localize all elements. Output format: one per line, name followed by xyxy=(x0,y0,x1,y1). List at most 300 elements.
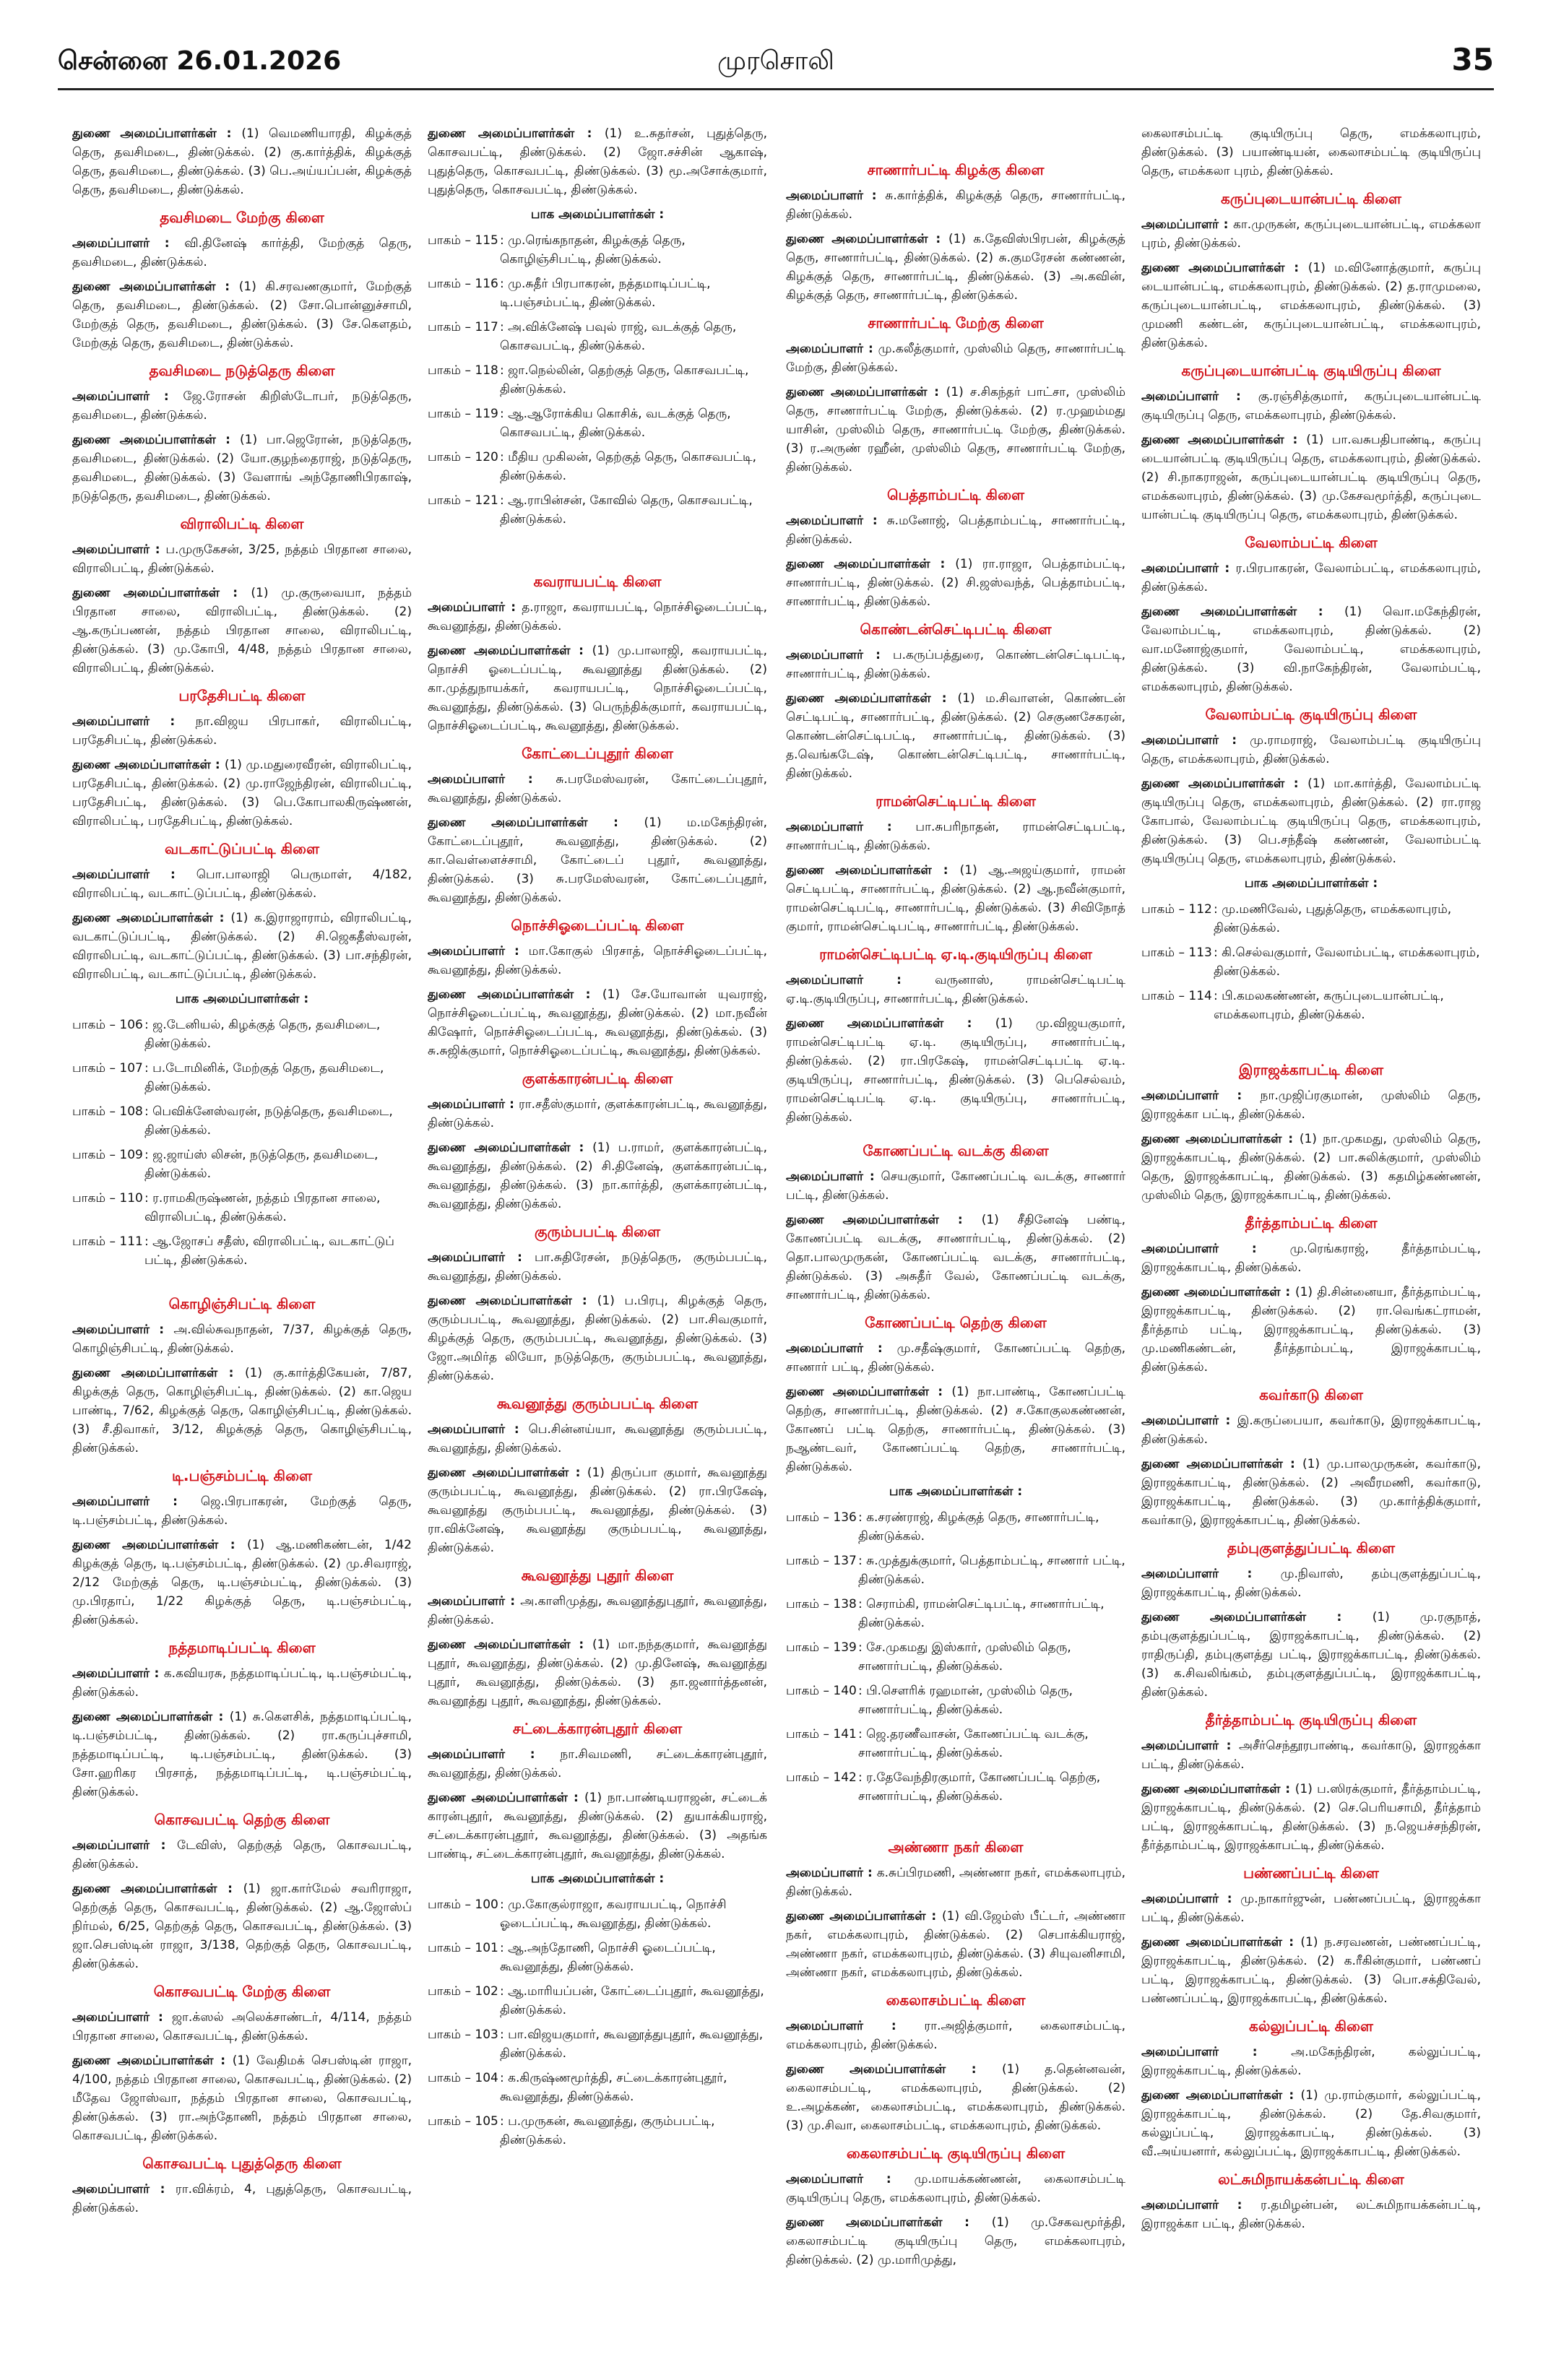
entry-label: துணை அமைப்பாளர்கள் : xyxy=(1141,605,1345,619)
entry-text: சு.மனோஜ், பெத்தாம்பட்டி, சாணார்பட்டி, திண்டுக்கல். xyxy=(786,514,1125,547)
entry-text: (1) நா.பாண்டியராஜன், சட்டைக் காரன்புதூர், கூவனூத்து, திண்டுக்கல். (2) துயாக்கியராஜ், சட்டைக்காரன்புதூர், கூவனூத்து, திண்டுக்கல். (3) அதங்க பாண்டி, சட்டைக்காரன்புதூர், கூவனூத்து, திண்டுக்கல். xyxy=(428,1791,767,1861)
entry-label: அமைப்பாளர் : xyxy=(428,1747,561,1762)
entry-text: வருனாஸ், ராமன்செட்டிபட்டி ஏ.டி.குடியிருப்பு, சாணார்பட்டி, திண்டுக்கல். xyxy=(786,973,1125,1006)
entry xyxy=(72,2051,412,2145)
booth-row xyxy=(1141,987,1481,1024)
entry xyxy=(72,2180,412,2217)
entry xyxy=(786,689,1125,783)
booth-text: : மீதிய முகிலன், தெற்குத் தெரு, கொசவபட்டி, திண்டுக்கல். xyxy=(500,450,756,483)
entry-label: துணை அமைப்பாளர்கள் : xyxy=(1141,261,1308,275)
entry-label: அமைப்பாளர் : xyxy=(1141,1739,1239,1753)
booth-number: பாகம் – 117 xyxy=(428,320,498,334)
entry-label: அமைப்பாளர் : xyxy=(1141,1892,1241,1906)
entry-text: (1) நா.பாண்டி, கோணப்பட்டி தெற்கு, சாணார்பட்டி, திண்டுக்கல். (2) ச.கோகுலகண்ணன், கோணப் பட்டி தெற்கு, சாணார்பட்டி, திண்டுக்கல். (3) நஆண்டவர், கோணப்பட்டி தெற்கு, சாணார்பட்டி, திண்டுக்கல். xyxy=(786,1385,1125,1474)
booth-text: : க.கிருஷ்ணமூர்த்தி, சட்டைக்காரன்புதூர், கூவனூத்து, திண்டுக்கல். xyxy=(500,2071,727,2104)
booth-number: பாகம் – 137 xyxy=(786,1554,857,1568)
entry-label: துணை அமைப்பாளர்கள் : xyxy=(428,1466,587,1480)
entry-label: துணை அமைப்பாளர்கள் : xyxy=(72,586,251,600)
entry-text: (1) வொ.மகேந்திரன், வேலாம்பட்டி, எமக்கலாபுரம், திண்டுக்கல். (2) வா.மனோஜ்குமார், வேலாம்பட்டி, எமக்கலாபுரம், திண்டுக்கல். (3) வி.நாகேந்திரன், வேலாம்பட்டி, எமக்கலாபுரம், திண்டுக்கல். xyxy=(1141,605,1481,694)
entry-label: துணை அமைப்பாளர்கள் : xyxy=(72,911,231,925)
entry-label: துணை அமைப்பாளர்கள் : xyxy=(786,1016,995,1031)
entry-label: அமைப்பாளர் : xyxy=(1141,217,1234,232)
booth-text: : கி.செல்வகுமார், வேலாம்பட்டி, எமக்கலாபுரம், திண்டுக்கல். xyxy=(1214,945,1480,979)
entry-text: (1) க.தேவிஸ்பிரபன், கிழக்குத் தெரு, சாணார்பட்டி, திண்டுக்கல். (2) சு.குமரேசன் கண்ணன், கிழக்குத் தெரு, சாணார்பட்டி, திண்டுக்கல். (3) அ.கவின், கிழக்குத் தெரு, சாணார்பட்டி, திண்டுக்கல். xyxy=(786,232,1125,303)
section-title: தம்புகுளத்துப்பட்டி கிளை xyxy=(1227,1539,1395,1557)
entry xyxy=(1141,124,1481,181)
entry-text: மா.கோகுல் பிரசாத், நொச்சிஓடைப்பட்டி, கூவனூத்து, திண்டுக்கல். xyxy=(428,944,767,977)
booth-number: பாகம் – 113 xyxy=(1141,945,1212,960)
entry-text: (1) ரா.ராஜா, பெத்தாம்பட்டி, சாணார்பட்டி, திண்டுக்கல். (2) சி.ஜஸ்வந்த், பெத்தாம்பட்டி, சாணார்பட்டி, திண்டுக்கல். xyxy=(786,557,1125,609)
entry-text: கு.ரஞ்சித்குமார், கருப்புடையான்பட்டி குடியிருப்பு தெரு, எமக்கலாபுரம், திண்டுக்கல். xyxy=(1141,389,1481,423)
booth-row xyxy=(786,1552,1125,1589)
booth-row xyxy=(786,1508,1125,1546)
entry-label: அமைப்பாளர் : xyxy=(1141,1242,1290,1256)
booth-row xyxy=(786,1638,1125,1676)
entry-text: டேவிஸ், தெற்குத் தெரு, கொசவபட்டி, திண்டுக்கல். xyxy=(72,1838,412,1871)
entry-text: (1) கி.சரவணகுமார், மேற்குத் தெரு, தவசிமடை, திண்டுக்கல். (2) சோ.பொன்னுச்சாமி, மேற்குத் தெரு, தவசிமடை, திண்டுக்கல். (3) சே.கௌதம், மேற்குத் தெரு, தவசிமடை, திண்டுக்கல். xyxy=(72,280,412,350)
entry xyxy=(786,1167,1125,1205)
section-title: விராலிபட்டி கிளை xyxy=(180,515,304,532)
entry-label: அமைப்பாளர் : xyxy=(1141,389,1258,404)
section-title: ராமன்செட்டிபட்டி கிளை xyxy=(876,792,1036,810)
section-title: லட்சுமிநாயக்கன்பட்டி கிளை xyxy=(1218,2171,1404,2188)
booth-number: பாகம் – 121 xyxy=(428,493,498,508)
entry xyxy=(72,540,412,578)
entry xyxy=(72,234,412,272)
entry-text: க.சுப்பிரமணி, அண்ணா நகர், எமக்கலாபுரம், திண்டுக்கல். xyxy=(786,1866,1125,1899)
booth-text: : பா.விஜயகுமார், கூவனூத்துபுதூர், கூவனூத்து, திண்டுக்கல். xyxy=(500,2028,764,2061)
entry xyxy=(72,1320,412,1358)
booth-number: பாகம் – 118 xyxy=(428,363,498,378)
entry-text: (1) மா.கார்த்தி, வேலாம்பட்டி குடியிருப்பு தெரு, எமக்கலாபுரம், திண்டுக்கல். (2) ரா.ராஜ கோபால், வேலாம்பட்டி குடியிருப்பு தெரு, எமக்கலாபுரம், திண்டுக்கல். (3) பெ.சந்தீஷ் கண்ணன், வேலாம்பட்டி குடியிருப்பு தெரு, எமக்கலாபுரம், திண்டுக்கல். xyxy=(1141,776,1481,866)
entry-label: அமைப்பாளர் : xyxy=(786,2019,925,2033)
booth-row xyxy=(428,491,767,529)
entry-label: அமைப்பாளர் : xyxy=(428,1594,521,1609)
section-title: தவசிமடை மேற்கு கிளை xyxy=(160,209,324,226)
entry-label: அமைப்பாளர் : xyxy=(72,1323,174,1337)
entry-text: (1) திருப்பா குமார், கூவனூத்து குரும்பபட்டி, கூவனூத்து, திண்டுக்கல். (2) ரா.பிரகேஷ், கூவனூத்து குரும்பபட்டி, கூவனூத்து, திண்டுக்கல். (3) ரா.விக்னேஷ், கூவனூத்து குரும்பபட்டி, கூவனூத்து, திண்டுக்கல். xyxy=(428,1466,767,1555)
entry-text: (1) வி.ஜேம்ஸ் பீட்டர், அண்ணா நகர், எமக்கலாபுரம், திண்டுக்கல். (2) செபாக்கியராஜ், அண்ணா நகர், எமக்கலாபுரம், திண்டுக்கல். (3) சியுவனிசாமி, அண்ணா நகர், எமக்கலாபுரம், திண்டுக்கல். xyxy=(786,1909,1125,1980)
booth-row xyxy=(428,448,767,485)
entry-label: துணை அமைப்பாளர்கள் : xyxy=(1141,1610,1373,1624)
entry xyxy=(72,387,412,425)
entry-text: ப.கருப்பத்துரை, கொண்டன்செட்டிபட்டி, சாணார்பட்டி, திண்டுக்கல். xyxy=(786,648,1125,681)
entry xyxy=(1141,1890,1481,1927)
booth-text: : மு.ரெங்கநாதன், கிழக்குத் தெரு, கொழிஞ்சிபட்டி, திண்டுக்கல். xyxy=(500,233,686,267)
entry-text: (1) ச.சிகந்தர் பாட்சா, முஸ்லிம் தெரு, சாணார்பட்டி மேற்கு, திண்டுக்கல். (2) ர.முஹம்மது யாசின், முஸ்லிம் தெரு, சாணார்பட்டி மேற்கு, திண்டுக்கல். (3) ர.அருண் ரஹீன், முஸ்லிம் தெரு, சாணார்பட்டி மேற்கு, திண்டுக்கல். xyxy=(786,385,1125,475)
entry xyxy=(428,1420,767,1458)
booth-row xyxy=(428,2025,767,2063)
entry-label: அமைப்பாளர் : xyxy=(786,2172,915,2186)
section-title: வடகாட்டுப்பட்டி கிளை xyxy=(165,840,319,857)
entry-label: துணை அமைப்பாளர்கள் : xyxy=(1141,433,1307,447)
booth-row xyxy=(428,2112,767,2150)
entry xyxy=(72,584,412,678)
entry xyxy=(72,1708,412,1801)
booth-text: : ஆ.அந்தோணி, நொச்சி ஓடைப்பட்டி, கூவனூத்து, திண்டுக்கல். xyxy=(500,1941,716,1974)
section-title: கவர்காடு கிளை xyxy=(1259,1386,1363,1403)
entry-text: அ.மகேந்திரன், கல்லுப்பட்டி, இராஜக்காபட்டி, திண்டுக்கல். xyxy=(1141,2045,1481,2078)
booth-row xyxy=(428,404,767,442)
entry-label: துணை அமைப்பாளர்கள் : xyxy=(428,644,592,658)
entry-text: (1) ப.ராமர், குளக்காரன்பட்டி, கூவனூத்து, திண்டுக்கல். (2) சி.தினேஷ், குளக்காரன்பட்டி, கூவனூத்து, திண்டுக்கல். (3) நா.கார்த்தி, குளக்காரன்பட்டி, கூவனூத்து, திண்டுக்கல். xyxy=(428,1141,767,1211)
booth-number: பாகம் – 105 xyxy=(428,2114,498,2129)
column-1 xyxy=(72,124,412,2367)
entry xyxy=(1141,602,1481,696)
booth-text: : அ.விக்னேஷ் பவுல் ராஜ், வடக்குத் தெரு, கொசவபட்டி, திண்டுக்கல். xyxy=(500,320,737,353)
entry-text: பொ.பாலாஜி பெருமாள், 4/182, விராலிபட்டி, வடகாட்டுப்பட்டி, திண்டுக்கல். xyxy=(72,867,412,901)
entry xyxy=(1141,215,1481,253)
entry-text: (1) ஆ.அஜய்குமார், ராமன் செட்டிபட்டி, சாணார்பட்டி, திண்டுக்கல். (2) ஆ.நவீன்குமார், ராமன்செட்டிபட்டி, சாணார்பட்டி, திண்டுக்கல். (3) சிவிநோத் குமார், ராமன்செட்டிபட்டி, சாணார்பட்டி, திண்டுக்கல். xyxy=(786,863,1125,934)
booth-number: பாகம் – 114 xyxy=(1141,989,1212,1003)
section-title: கூவனூத்து புதூர் கிளை xyxy=(521,1567,674,1584)
entry xyxy=(72,124,412,199)
entry xyxy=(786,1339,1125,1377)
entry-label: துணை அமைப்பாளர்கள் : xyxy=(1141,2088,1301,2103)
booth-row xyxy=(72,1016,412,1053)
entry-label: அமைப்பாளர் : xyxy=(72,2010,172,2025)
entry-text: (1) வெமணியாரதி, கிழக்குத் தெரு, தவசிமடை, திண்டுக்கல். (2) கு.கார்த்திக், கிழக்குத் தெரு, தவசிமடை, திண்டுக்கல். (3) பெ.அய்யப்பன், கிழக்குத் தெரு, தவசிமடை, திண்டுக்கல். xyxy=(72,126,412,197)
entry-label: துணை அமைப்பாளர்கள் : xyxy=(1141,776,1308,791)
entry-text: பெ.சின்னய்யா, கூவனூத்து குரும்பபட்டி, கூவனூத்து, திண்டுக்கல். xyxy=(428,1422,767,1455)
section-title: கொசவபட்டி மேற்கு கிளை xyxy=(153,1983,331,2000)
entry xyxy=(1141,1130,1481,1205)
entry xyxy=(428,124,767,199)
entry xyxy=(786,2170,1125,2207)
entry xyxy=(786,818,1125,855)
entry-label: அமைப்பாளர் : xyxy=(72,867,196,882)
entry-label: துணை அமைப்பாளர்கள் : xyxy=(72,2054,233,2068)
entry xyxy=(428,598,767,636)
entry xyxy=(72,1664,412,1702)
entry-text: மு.ராமராஜ், வேலாம்பட்டி குடியிருப்பு தெரு, எமக்கலாபுரம், திண்டுக்கல். xyxy=(1141,733,1481,766)
entry xyxy=(428,1635,767,1710)
entry xyxy=(428,1745,767,1783)
entry xyxy=(72,2008,412,2046)
entry-label: அமைப்பாளர் : xyxy=(786,514,887,528)
entry-label: துணை அமைப்பாளர்கள் : xyxy=(786,1909,943,1924)
entry-label: அமைப்பாளர் : xyxy=(72,1838,178,1853)
page-header xyxy=(58,40,1494,84)
entry-label: அமைப்பாளர் : xyxy=(428,944,529,959)
entry xyxy=(786,230,1125,305)
entry xyxy=(786,1864,1125,1901)
entry-text: (1) ந.சரவணன், பண்ணப்பட்டி, இராஜக்காபட்டி, திண்டுக்கல். (2) க.ரீகின்குமார், பண்ணப் பட்டி, இராஜக்காபட்டி, திண்டுக்கல். (3) பொ.சக்திவேல், பண்ணப்பட்டி, இராஜக்காபட்டி, திண்டுக்கல். xyxy=(1141,1935,1481,2006)
entry-text: ரா.விக்ரம், 4, புதுத்தெரு, கொசவபட்டி, திண்டுக்கல். xyxy=(72,2182,412,2215)
booth-text: : ஜ.டேனியல், கிழக்குத் தெரு, தவசிமடை, திண்டுக்கல். xyxy=(144,1018,381,1051)
entry xyxy=(786,186,1125,224)
section-title: பரதேசிபட்டி கிளை xyxy=(178,687,306,704)
entry-text: (1) ப.பிரபு, கிழக்குத் தெரு, குரும்பபட்டி, கூவனூத்து, திண்டுக்கல். (2) பா.சிவகுமார், கிழக்குத் தெரு, குரும்பபட்டி, கூவனூத்து, திண்டுக்கல். (3) ஜோ.அமிர்த லியோ, நடுத்தெரு, குரும்பபட்டி, கூவனூத்து, திண்டுக்கல். xyxy=(428,1294,767,1383)
entry xyxy=(72,865,412,903)
entry-label: துணை அமைப்பாளர்கள் : xyxy=(428,815,644,830)
section-title: ராமன்செட்டிபட்டி ஏ.டி.குடியிருப்பு கிளை xyxy=(819,945,1092,963)
section-title: கோணப்பட்டி வடக்கு கிளை xyxy=(863,1142,1049,1159)
section-title: கோணப்பட்டி தெற்கு கிளை xyxy=(865,1314,1047,1331)
entry-label: அமைப்பாளர் : xyxy=(786,648,893,662)
entry xyxy=(428,813,767,907)
entry-label: துணை அமைப்பாளர்கள் : xyxy=(428,1294,597,1308)
entry-text: (1) வேதிமக் செபஸ்டின் ராஜா, 4/100, நத்தம் பிரதான சாலை, கொசவபட்டி, திண்டுக்கல். (2) மீதேவ ஜோஸ்வா, நத்தம் பிரதான சாலை, கொசவபட்டி, திண்டுக்கல். (3) ரா.அந்தோணி, நத்தம் பிரதான சாலை, கொசவபட்டி, திண்டுக்கல். xyxy=(72,2054,412,2143)
entry xyxy=(1141,1565,1481,1602)
page-number: 35 xyxy=(1451,42,1494,77)
entry-text: ரா.சதீஸ்குமார், குளக்காரன்பட்டி, கூவனூத்து, திண்டுக்கல். xyxy=(428,1097,767,1130)
entry-label: துணை அமைப்பாளர்கள் : xyxy=(1141,1457,1302,1471)
entry-label: துணை அமைப்பாளர்கள் : xyxy=(786,385,946,399)
booth-row xyxy=(72,1059,412,1096)
entry xyxy=(72,1492,412,1530)
booth-text: : ப.டோமினிக், மேற்குத் தெரு, தவசிமடை, திண்டுக்கல். xyxy=(144,1061,384,1094)
entry-text: ப.முருகேசன், 3/25, நத்தம் பிரதான சாலை, விராலிபட்டி, திண்டுக்கல். xyxy=(72,542,412,576)
entry-label: அமைப்பாளர் : xyxy=(72,1494,201,1509)
entry xyxy=(428,1291,767,1385)
entry xyxy=(72,712,412,750)
entry-label: துணை அமைப்பாளர்கள் : xyxy=(1141,1782,1295,1796)
entry xyxy=(428,1463,767,1557)
section-title: கொண்டன்செட்டிபட்டி கிளை xyxy=(860,620,1052,638)
entry xyxy=(1141,1608,1481,1702)
entry-text: நா.முஜிப்ரகுமான், முஸ்லிம் தெரு, இராஜக்கா பட்டி, திண்டுக்கல். xyxy=(1141,1089,1481,1122)
section-title: தீர்த்தாம்பட்டி குடியிருப்பு கிளை xyxy=(1205,1711,1417,1728)
booth-number: பாகம் – 106 xyxy=(72,1018,143,1032)
entry-label: அமைப்பாளர் : xyxy=(428,1422,529,1437)
booth-row xyxy=(72,1146,412,1183)
entry xyxy=(428,1095,767,1133)
booth-text: : பி.சௌரிக் ரஹமான், முஸ்லிம் தெரு, சாணார்பட்டி, திண்டுக்கல். xyxy=(858,1684,1073,1717)
entry-text: கைலாசம்பட்டி குடியிருப்பு தெரு, எமக்கலாபுரம், திண்டுக்கல். (3) பயாண்டியன், கைலாசம்பட்டி குடியிருப்பு தெரு, எமக்கலா புரம், திண்டுக்கல். xyxy=(1141,126,1481,178)
section-title: கைலாசம்பட்டி கிளை xyxy=(886,1991,1026,2009)
entry-text: நா.சிவமணி, சட்டைக்காரன்புதூர், கூவனூத்து, திண்டுக்கல். xyxy=(428,1747,767,1780)
entry xyxy=(1141,259,1481,352)
entry-label: அமைப்பாளர் : xyxy=(786,1866,877,1880)
booth-text: : ர.தேவேந்திரகுமார், கோணப்பட்டி தெற்கு, சாணார்பட்டி, திண்டுக்கல். xyxy=(858,1770,1101,1804)
entry-text: சு.கார்த்திக், கிழக்குத் தெரு, சாணார்பட்டி, திண்டுக்கல். xyxy=(786,189,1125,222)
section-title: டி.பஞ்சம்பட்டி கிளை xyxy=(171,1467,313,1484)
entry-label: அமைப்பாளர் : xyxy=(1141,1567,1281,1581)
entry xyxy=(1141,2086,1481,2161)
entry xyxy=(72,1364,412,1458)
entry-text: மு.நாகார்ஜுன், பண்ணப்பட்டி, இராஜக்கா பட்டி, திண்டுக்கல். xyxy=(1141,1892,1481,1925)
entry-label: துணை அமைப்பாளர்கள் : xyxy=(786,1213,982,1227)
section-title: நொச்சிஓடைப்பட்டி கிளை xyxy=(511,917,684,934)
entry-label: துணை அமைப்பாளர்கள் : xyxy=(72,126,242,141)
section-title: நத்தமாடிப்பட்டி கிளை xyxy=(168,1639,316,1656)
entry-label: துணை அமைப்பாளர்கள் : xyxy=(786,1385,952,1399)
booth-text: : ஜா.நெல்லின், தெற்குத் தெரு, கொசவபட்டி, திண்டுக்கல். xyxy=(500,363,749,397)
booth-number: பாகம் – 142 xyxy=(786,1770,857,1785)
entry-text: பா.சுபரிநாதன், ராமன்செட்டிபட்டி, சாணார்பட்டி, திண்டுக்கல். xyxy=(786,820,1125,853)
booth-number: பாகம் – 138 xyxy=(786,1597,857,1611)
entry-text: கா.முருகன், கருப்புடையான்பட்டி, எமக்கலா புரம், திண்டுக்கல். xyxy=(1141,217,1481,251)
entry-label: அமைப்பாளர் : xyxy=(1141,1089,1261,1103)
entry xyxy=(1141,2196,1481,2233)
entry xyxy=(1141,1086,1481,1124)
entry-label: துணை அமைப்பாளர்கள் : xyxy=(72,1366,245,1380)
booth-row xyxy=(428,2069,767,2106)
entry xyxy=(72,430,412,506)
booth-text: : ஜெ.தரணீவாசன், கோணப்பட்டி வடக்கு, சாணார்பட்டி, திண்டுக்கல். xyxy=(858,1727,1089,1760)
issue-date: சென்னை 26.01.2026 xyxy=(58,46,342,76)
entry xyxy=(428,942,767,979)
entry-label: அமைப்பாளர் : xyxy=(786,342,878,356)
entry-label: அமைப்பாளர் : xyxy=(72,2182,176,2197)
entry-text: (1) கு.கார்த்திகேயன், 7/87, கிழக்குத் தெரு, கொழிஞ்சிபட்டி, திண்டுக்கல். (2) கா.ஜெய பாண்டி, 7/62, கிழக்குத் தெரு, கொழிஞ்சிபட்டி, திண்டுக்கல். (3) சீ.திவாகர், 3/12, கிழக்குத் தெரு, கொழிஞ்சிபட்டி, திண்டுக்கல். xyxy=(72,1366,412,1455)
booth-row xyxy=(72,1189,412,1226)
entry-text: (1) பா.ஜெரோன், நடுத்தெரு, தவசிமடை, திண்டுக்கல். (2) யோ.குழந்தைராஜ், நடுத்தெரு, தவசிமடை, திண்டுக்கல். (3) வேளாங் அந்தோணிபிரகாஷ், நடுத்தெரு, தவசிமடை, திண்டுக்கல். xyxy=(72,433,412,503)
section-title: சாணார்பட்டி கிழக்கு கிளை xyxy=(867,161,1045,178)
entry-text: (1) த.தென்னவன், கைலாசம்பட்டி, எமக்கலாபுரம், திண்டுக்கல். (2) உ.அழக்கண், கைலாசம்பட்டி, எமக்கலாபுரம், திண்டுக்கல். (3) மு.சிவா, கைலாசம்பட்டி, எமக்கலாபுரம், திண்டுக்கல். xyxy=(786,2062,1125,2133)
booth-row xyxy=(428,1895,767,1933)
entry xyxy=(1141,2043,1481,2080)
booth-heading: பாக அமைப்பாளர்கள் : xyxy=(530,207,665,222)
booth-text: : மு.சுதீர் பிரபாகரன், நத்தமாடிப்பட்டி, டி.பஞ்சம்பட்டி, திண்டுக்கல். xyxy=(500,277,711,310)
entry-label: துணை அமைப்பாளர்கள் : xyxy=(786,2062,1003,2077)
entry-label: அமைப்பாளர் : xyxy=(428,772,556,787)
entry-text: (1) ம.மகேந்திரன், கோட்டைப்புதூர், கூவனூத்து, திண்டுக்கல். (2) கா.வெள்ளைச்சாமி, கோட்டைப் புதூர், கூவனூத்து, திண்டுக்கல். (3) சு.பரமேஸ்வரன், கோட்டைப்புதூர், கூவனூத்து, திண்டுக்கல். xyxy=(428,815,767,905)
entry-label: அமைப்பாளர் : xyxy=(72,389,183,404)
entry-text: (1) நா.முகமது, முஸ்லிம் தெரு, இராஜக்காபட்டி, திண்டுக்கல். (2) பா.சுலிக்குமார், முஸ்லிம் தெரு, இராஜக்காபட்டி, திண்டுக்கல். (3) கதமிழ்கண்ணன், முஸ்லிம் தெரு, இராஜக்காபட்டி, திண்டுக்கல். xyxy=(1141,1132,1481,1203)
entry-text: (1) ம.சிவாளன், கொண்டன் செட்டிபட்டி, சாணார்பட்டி, திண்டுக்கல். (2) செகுணசேகரன், கொண்டன்செட்டிபட்டி, சாணார்பட்டி, திண்டுக்கல். (3) த.வெங்கடேஷ், கொண்டன்செட்டிபட்டி, சாணார்பட்டி, திண்டுக்கல். xyxy=(786,691,1125,781)
entry-text: நா.விஜய பிரபாகர், விராலிபட்டி, பரதேசிபட்டி, திண்டுக்கல். xyxy=(72,714,412,748)
booth-text: : ஆ.மாரியப்பன், கோட்டைப்புதூர், கூவனூத்து, திண்டுக்கல். xyxy=(500,1984,764,2017)
booth-number: பாகம் – 116 xyxy=(428,277,498,291)
section-title: கல்லுப்பட்டி கிளை xyxy=(1249,2017,1373,2035)
entry-text: மு.கலீத்குமார், முஸ்லிம் தெரு, சாணார்பட்டி மேற்கு, திண்டுக்கல். xyxy=(786,342,1125,375)
entry-text: (1) தி.சின்னையா, தீர்த்தாம்பட்டி, இராஜக்காபட்டி, திண்டுக்கல். (2) ரா.வெங்கட்ராமன், தீர்த்தாம் பட்டி, இராஜக்காபட்டி, திண்டுக்கல். (3) மு.மணிகண்டன், தீர்த்தாம்பட்டி, இராஜக்காபட்டி, திண்டுக்கல். xyxy=(1141,1285,1481,1375)
entry-label: துணை அமைப்பாளர்கள் : xyxy=(1141,1935,1301,1950)
entry-text: ஜா.க்ஸல் அலெக்சாண்டர், 4/114, நத்தம் பிரதான சாலை, கொசவபட்டி, திண்டுக்கல். xyxy=(72,2010,412,2043)
booth-number: பாகம் – 110 xyxy=(72,1191,143,1206)
entry xyxy=(72,1836,412,1874)
entry-label: துணை அமைப்பாளர்கள் : xyxy=(786,2215,992,2230)
section-title: பண்ணப்பட்டி கிளை xyxy=(1243,1864,1379,1882)
entry-text: அ.வில்சுவநாதன், 7/37, கிழக்குத் தெரு, கொழிஞ்சிபட்டி, திண்டுக்கல். xyxy=(72,1323,412,1356)
entry xyxy=(786,971,1125,1008)
entry-text: த.ராஜா, கவராயபட்டி, நொச்சிஓடைப்பட்டி, கூவனூத்து, திண்டுக்கல். xyxy=(428,600,767,633)
entry-text: (1) ஆ.மணிகண்டன், 1/42 கிழக்குத் தெரு, டி.பஞ்சம்பட்டி, திண்டுக்கல். (2) மு.சிவராஜ், 2/12 மேற்குத் தெரு, டி.பஞ்சம்பட்டி, திண்டுக்கல். (3) மு.பிரதாப், 1/22 கிழக்குத் தெரு, டி.பஞ்சம்பட்டி, திண்டுக்கல். xyxy=(72,1538,412,1627)
entry-text: (1) மு.ரகுநாத், தம்புகுளத்துப்பட்டி, இராஜக்காபட்டி, திண்டுக்கல். (2) ராதிருப்தி, தம்புகுளத்து பட்டி, இராஜக்காபட்டி, திண்டுக்கல். (3) க.சிவலிங்கம், தம்புகுளத்துப்பட்டி, இராஜக்காபட்டி, திண்டுக்கல். xyxy=(1141,1610,1481,1700)
booth-heading: பாக அமைப்பாளர்கள் : xyxy=(175,992,309,1006)
entry-text: (1) சு.கௌசிக், நத்தமாடிப்பட்டி, டி.பஞ்சம்பட்டி, திண்டுக்கல். (2) ரா.கருப்புச்சாமி, நத்தமாடிப்பட்டி, டி.பஞ்சம்பட்டி, திண்டுக்கல். (3) சோ.ஹரிகர பிரசாத், நத்தமாடிப்பட்டி, டி.பஞ்சம்பட்டி, திண்டுக்கல். xyxy=(72,1710,412,1799)
entry xyxy=(786,1211,1125,1304)
booth-text: : ர.ராமகிருஷ்ணன், நத்தம் பிரதான சாலை, விராலிபட்டி, திண்டுக்கல். xyxy=(144,1191,381,1224)
entry xyxy=(1141,1239,1481,1277)
section-title: சாணார்பட்டி மேற்கு கிளை xyxy=(868,314,1044,332)
booth-row xyxy=(72,1102,412,1140)
booth-number: பாகம் – 108 xyxy=(72,1104,143,1119)
entry-text: ஜே.ரோசன் கிறிஸ்டோபர், நடுத்தெரு, தவசிமடை, திண்டுக்கல். xyxy=(72,389,412,423)
entry xyxy=(72,1536,412,1630)
entry-label: அமைப்பாளர் : xyxy=(1141,2045,1292,2059)
entry-text: அசீர்செந்தூரபாண்டி, கவர்காடு, இராஜக்கா பட்டி, திண்டுக்கல். xyxy=(1141,1739,1481,1772)
booth-number: பாகம் – 107 xyxy=(72,1061,143,1076)
entry-text: மு.மாயக்கண்ணன், கைலாசம்பட்டி குடியிருப்பு தெரு, எமக்கலாபுரம், திண்டுக்கல். xyxy=(786,2172,1125,2205)
entry-label: துணை அமைப்பாளர்கள் : xyxy=(72,1538,247,1552)
entry xyxy=(72,1879,412,1973)
entry-text: (1) மு.விஜயகுமார், ராமன்செட்டிபட்டி ஏ.டி. குடியிருப்பு, சாணார்பட்டி, திண்டுக்கல். (2) ரா.பிரகேஷ், ராமன்செட்டிபட்டி ஏ.டி. குடியிருப்பு, சாணார்பட்டி, திண்டுக்கல். (3) பெசெல்வம், ராமன்செட்டிபட்டி ஏ.டி. குடியிருப்பு, சாணார்பட்டி, திண்டுக்கல். xyxy=(786,1016,1125,1125)
booth-number: பாகம் – 136 xyxy=(786,1510,857,1525)
entry-text: (1) மு.பாலமுருகன், கவர்காடு, இராஜக்காபட்டி, திண்டுக்கல். (2) அவீரமணி, கவர்காடு, இராஜக்காபட்டி, திண்டுக்கல். (3) மு.கார்த்திக்குமார், கவர்காடு, இராஜக்காபட்டி, திண்டுக்கல். xyxy=(1141,1457,1481,1528)
entry xyxy=(1141,1411,1481,1449)
section-title: அண்ணா நகர் கிளை xyxy=(888,1838,1024,1856)
booth-number: பாகம் – 100 xyxy=(428,1897,498,1912)
entry-text: வி.தினேஷ் கார்த்தி, மேற்குத் தெரு, தவசிமடை, திண்டுக்கல். xyxy=(72,236,412,269)
booth-text: : சு.முத்துக்குமார், பெத்தாம்பட்டி, சாணார் பட்டி, திண்டுக்கல். xyxy=(858,1554,1125,1587)
booth-row xyxy=(428,1939,767,1976)
header-rule xyxy=(58,88,1494,90)
entry-text: மு.நிவாஸ், தம்புகுளத்துப்பட்டி, இராஜக்காபட்டி, திண்டுக்கல். xyxy=(1141,1567,1481,1600)
entry xyxy=(1141,1455,1481,1530)
booth-heading: பாக அமைப்பாளர்கள் : xyxy=(1244,876,1378,891)
section-title: கொழிஞ்சிபட்டி கிளை xyxy=(168,1295,316,1312)
entry-label: துணை அமைப்பாளர்கள் : xyxy=(428,126,605,141)
section-title: கொசவபட்டி புதுத்தெரு கிளை xyxy=(142,2155,342,2172)
entry-label: துணை அமைப்பாளர்கள் : xyxy=(72,280,239,294)
entry xyxy=(428,641,767,735)
entry-text: மு.சதீஷ்குமார், கோணப்பட்டி தெற்கு, சாணார் பட்டி, திண்டுக்கல். xyxy=(786,1341,1125,1375)
booth-row xyxy=(786,1725,1125,1762)
entry-label: அமைப்பாளர் : xyxy=(428,600,522,615)
entry-text: (1) ப.ஸிரக்குமார், தீர்த்தாம்பட்டி, இராஜக்காபட்டி, திண்டுக்கல். (2) செ.பெரியசாமி, தீர்த்தாம் பட்டி, இராஜக்காபட்டி, திண்டுக்கல். (3) ந.ஜெயச்சந்திரன், தீர்த்தாம்பட்டி, இராஜக்காபட்டி, திண்டுக்கல். xyxy=(1141,1782,1481,1853)
entry xyxy=(428,770,767,808)
entry xyxy=(428,1138,767,1213)
entry-label: அமைப்பாளர் : xyxy=(1141,561,1236,576)
entry xyxy=(786,1014,1125,1127)
entry xyxy=(786,555,1125,611)
booth-row xyxy=(1141,900,1481,938)
entry xyxy=(786,2017,1125,2054)
booth-number: பாகம் – 120 xyxy=(428,450,498,464)
booth-text: : ஆ.ஆரோக்கிய கொசிக், வடக்குத் தெரு, கொசவபட்டி, திண்டுக்கல். xyxy=(500,407,731,440)
entry-label: துணை அமைப்பாளர்கள் : xyxy=(786,863,960,878)
entry-label: துணை அமைப்பாளர்கள் : xyxy=(428,987,602,1002)
entry-label: துணை அமைப்பாளர்கள் : xyxy=(1141,1285,1295,1299)
booth-row xyxy=(786,1682,1125,1719)
entry xyxy=(1141,1780,1481,1855)
entry-label: துணை அமைப்பாளர்கள் : xyxy=(786,557,956,571)
section-title: இராஜக்காபட்டி கிளை xyxy=(1239,1061,1383,1078)
entry xyxy=(1141,1283,1481,1377)
entry-text: சு.பரமேஸ்வரன், கோட்டைப்புதூர், கூவனூத்து, திண்டுக்கல். xyxy=(428,772,767,805)
entry-label: அமைப்பாளர் : xyxy=(72,236,185,251)
entry-text: (1) ஜா.கார்மேல் சவரிராஜா, தெற்குத் தெரு, கொசவபட்டி, திண்டுக்கல். (2) ஆ.ஜோஸ்ப் நிர்மல், 6/25, தெற்குத் தெரு, கொசவபட்டி, திண்டுக்கல். (3) ஜா.செபஸ்டின் ராஜா, 3/138, தெற்குத் தெரு, கொசவபட்டி, திண்டுக்கல். xyxy=(72,1882,412,1971)
column-3 xyxy=(786,124,1125,2367)
entry-text: க.கவியரசு, நத்தமாடிப்பட்டி, டி.பஞ்சம்பட்டி, திண்டுக்கல். xyxy=(72,1666,412,1700)
entry-text: ர.தமிழன்பன், லட்சுமிநாயக்கன்பட்டி, இராஜக்கா பட்டி, திண்டுக்கல். xyxy=(1141,2198,1481,2231)
entry-label: அமைப்பாளர் : xyxy=(72,542,166,557)
entry-text: (1) மு.பாலாஜி, கவராயபட்டி, நொச்சி ஓடைப்பட்டி, கூவனூத்து திண்டுக்கல். (2) கா.முத்துநாயக்கர், கவராயபட்டி, நொச்சிஓடைப்பட்டி, கூவனூத்து, திண்டுக்கல். (3) பெருந்திக்குமார், கவராயபட்டி, நொச்சிஓடைப்பட்டி, கூவனூத்து, திண்டுக்கல். xyxy=(428,644,767,733)
section-title: தவசிமடை நடுத்தெரு கிளை xyxy=(149,362,335,379)
entry xyxy=(1141,1933,1481,2008)
entry-label: அமைப்பாளர் : xyxy=(786,973,935,987)
entry-label: துணை அமைப்பாளர்கள் : xyxy=(72,758,225,772)
booth-number: பாகம் – 139 xyxy=(786,1640,857,1655)
booth-row xyxy=(428,274,767,312)
entry-text: (1) பா.வசுபதிபாண்டி, கருப்பு டையான்பட்டி குடியிருப்பு தெரு, எமக்கலாபுரம், திண்டுக்கல். (2) சி.நாகராஜன், கருப்புடையான்பட்டி குடியிருப்பு தெரு, எமக்கலாபுரம், திண்டுக்கல். (3) மு.கேசவமூர்த்தி, கருப்புடை யான்பட்டி குடியிருப்பு தெரு, எமக்கலாபுரம், திண்டுக்கல். xyxy=(1141,433,1481,522)
entry xyxy=(786,2060,1125,2135)
section-title: வேலாம்பட்டி கிளை xyxy=(1245,534,1378,551)
booth-number: பாகம் – 101 xyxy=(428,1941,498,1955)
entry-label: அமைப்பாளர் : xyxy=(72,1666,164,1681)
entry xyxy=(786,511,1125,549)
entry-text: இ.கருப்பையா, கவர்காடு, இராஜக்காபட்டி, திண்டுக்கல். xyxy=(1141,1414,1481,1447)
entry-text: மு.ரெங்கராஜ், தீர்த்தாம்பட்டி, இராஜக்காபட்டி, திண்டுக்கல். xyxy=(1141,1242,1481,1275)
booth-row xyxy=(428,361,767,399)
booth-text: : பெவிக்னேஸ்வரன், நடுத்தெரு, தவசிமடை, திண்டுக்கல். xyxy=(144,1104,393,1138)
entry-label: துணை அமைப்பாளர்கள் : xyxy=(428,1791,584,1805)
entry-label: அமைப்பாளர் : xyxy=(786,1341,897,1356)
entry-text: ரா.அஜித்குமார், கைலாசம்பட்டி, எமக்கலாபுரம், திண்டுக்கல். xyxy=(786,2019,1125,2052)
